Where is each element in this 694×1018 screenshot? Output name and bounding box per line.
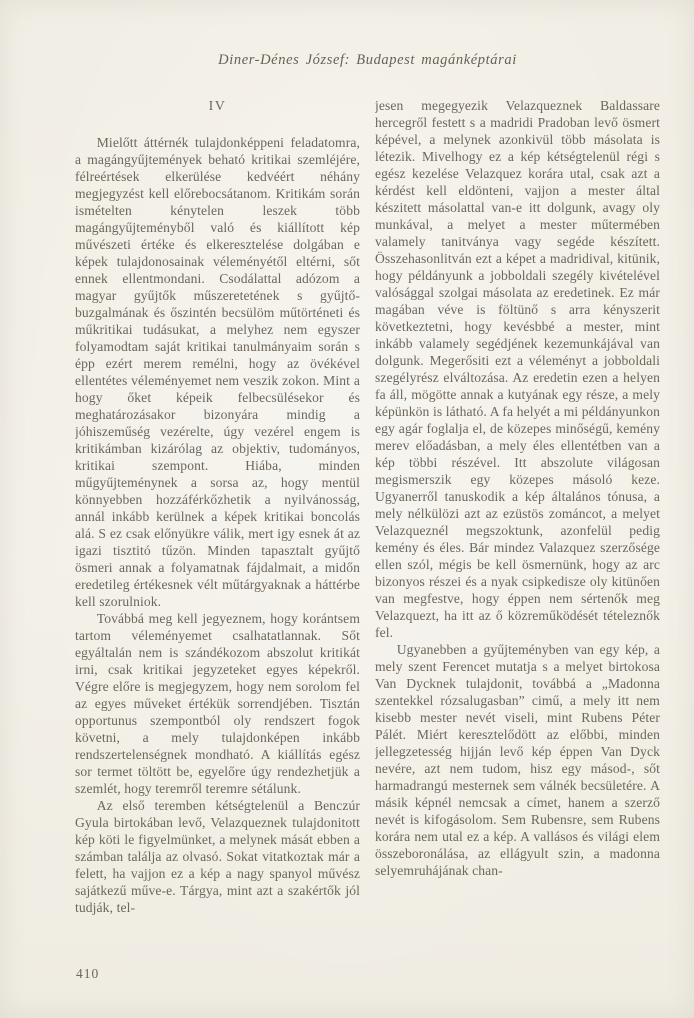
paragraph: Továbbá meg kell jegyeznem, hogy korántsem tartom véleményemet csalhatatlannak. Sőt egyáltalán nem is szándékozom abszolut kritikát irni, csak kritikai jegyzeteket egyes képekről. Végre előre is megjegyzem, hogy nem sorolom fel az egyes műveket értékük sorrendjében. Tisztán opportunus szempontból oly rendszert fogok követni, a mely tulajdonképen inkább rendszertelenségnek mondható. A kiállítás egész sor termet töltött be, egyelőre úgy rendezhetjük a szemlét, hogy teremről teremre sétálunk. bbox=[75, 611, 360, 796]
paragraph: Ugyanebben a gyűjteményben van egy kép, a mely szent Ferencet mutatja s a melyet birtokosa Van Dycknek tulajdonit, továbbá a „Madonna szentekkel rózsalugasban” cimű, a mely itt nem kisebb mester nevét viseli, mint Rubens Péter Pálét. Miért keresztelődött az előbbi, minden jellegzetesség hijján levő kép éppen Van Dyck nevére, azt nem tudom, hisz egy másod-, sőt harmadrangú mesternek sem válnék becsületére. A másik képnél nemcsak a címet, hanem a szerző nevét is kifogásolom. Sem Rubensre, sem Rubens korára nem utal ez a kép. A vallásos és világi elem összeboronálása, az ellágyult szin, a madonna selyemruhájának chan- bbox=[375, 642, 660, 878]
running-header: Diner-Dénes József: Budapest magánképtárai bbox=[218, 52, 517, 68]
section-heading: IV bbox=[208, 99, 227, 114]
left-column bbox=[75, 97, 360, 969]
page-number: 410 bbox=[76, 966, 100, 981]
text-content bbox=[75, 97, 660, 969]
right-column bbox=[375, 97, 660, 969]
paragraph: Mielőtt áttérnék tulajdonképpeni feladatomra, a magángyűjtemények beható kritikai szemléjére, félreértések elkerülése kedvéért néhány megjegyzést kell előrebocsátanom. Kritikám során ismételten kénytelen leszek több magángyűjteményből való és kiállított kép művészeti értéke és elkeresztelése dolgában e képek tulajdonosainak véleményétől eltérni, sőt ennek ellentmondani. Csodálattal adózom a magyar gyűjtők műszeretetének s gyűjtő-buzgalmának és őszintén becsülöm műtörténeti és műkritikai tudásukat, a melyhez nem egyszer folyamodtam saját kritikai tanulmányaim során s épp ezért merem remélni, hogy az övékével ellentétes véleményemet nem veszik zokon. Mint a hogy őket képeik felbecsülésekor és meghatározásakor bizonyára mindig a jóhiszeműség vezérelte, úgy vezérel engem is kritikámban kizárólag az objektiv, tudományos, kritikai szempont. Hiába, minden műgyűjteménynek a sorsa az, hogy mentül könnyebben hozzáférkőzhetik a nyilvánosság, annál inkább kerülnek a képek kritikai boncolás alá. S ez csak előnyükre válik, mert igy esnek át az igazi tisztitó tűzön. Minden tapasztalt gyűjtő ösmeri annak a folyamatnak fájdalmait, a midőn eredetileg értékesnek vélt műtárgyaknak a háttérbe kell szorulniok. bbox=[75, 135, 360, 609]
paragraph: jesen megegyezik Velazqueznek Baldassare hercegről festett s a madridi Pradoban levő ösmert képével, a melynek azonkivül több másolata is létezik. Mivelhogy ez a kép kétségtelenül régi s egész kezelése Velazquez korára utal, csak azt a kérdést kell eldönteni, vajjon a mester által készitett másolattal van-e itt dolgunk, avagy oly munkával, a melyet a mester műtermében valamely tanitványa vagy segéde készített. Összehasonlitván ezt a képet a madridival, kitünik, hogy példányunk a jobboldali szegély kivételével valósággal szolgai másolata az eredetinek. Ez már magában véve is föltünő s arra kényszerit következtetni, hogy kevésbbé a mester, mint inkább valamely segédjének kezemunkájával van dolgunk. Megerősiti ezt a véleményt a jobboldali szegélyrész elváltozása. Az eredetin ezen a helyen fa áll, mögötte annak a kutyának egy része, a mely képünkön is látható. A fa helyét a mi példányunkon egy agár foglalja el, de közepes minőségű, kemény merev előadásban, a mely éles ellentétben van a kép többi részével. Itt abszolute világosan megismerszik egy közepes másoló keze. Ugyanerről tanuskodik a kép általános tónusa, a mely nélkülözi azt az ezüstös zománcot, a melyet Velazqueznél megszoktunk, azonfelül pedig kemény és éles. Bár mindez Valazquez szerzősége ellen szól, mégis be kell ösmernünk, hogy az arc bizonyos részei és a nyak csipkedisze oly kitünően van megfestve, hogy éppen nem sértenők meg Velazquezt, ha itt az ő közreműködését tételeznők fel. bbox=[375, 98, 660, 640]
paragraph: Az első teremben kétségtelenül a Benczúr Gyula birtokában levő, Velazqueznek tulajdonitott kép köti le figyelmünket, a melynek mását ebben a számban találja az olvasó. Sokat vitatkoztak már a felett, ha vajjon ez a kép a nagy spanyol művész sajátkezű műve-e. Tárgya, mint azt a szakértők jól tudják, tel- bbox=[75, 798, 360, 915]
